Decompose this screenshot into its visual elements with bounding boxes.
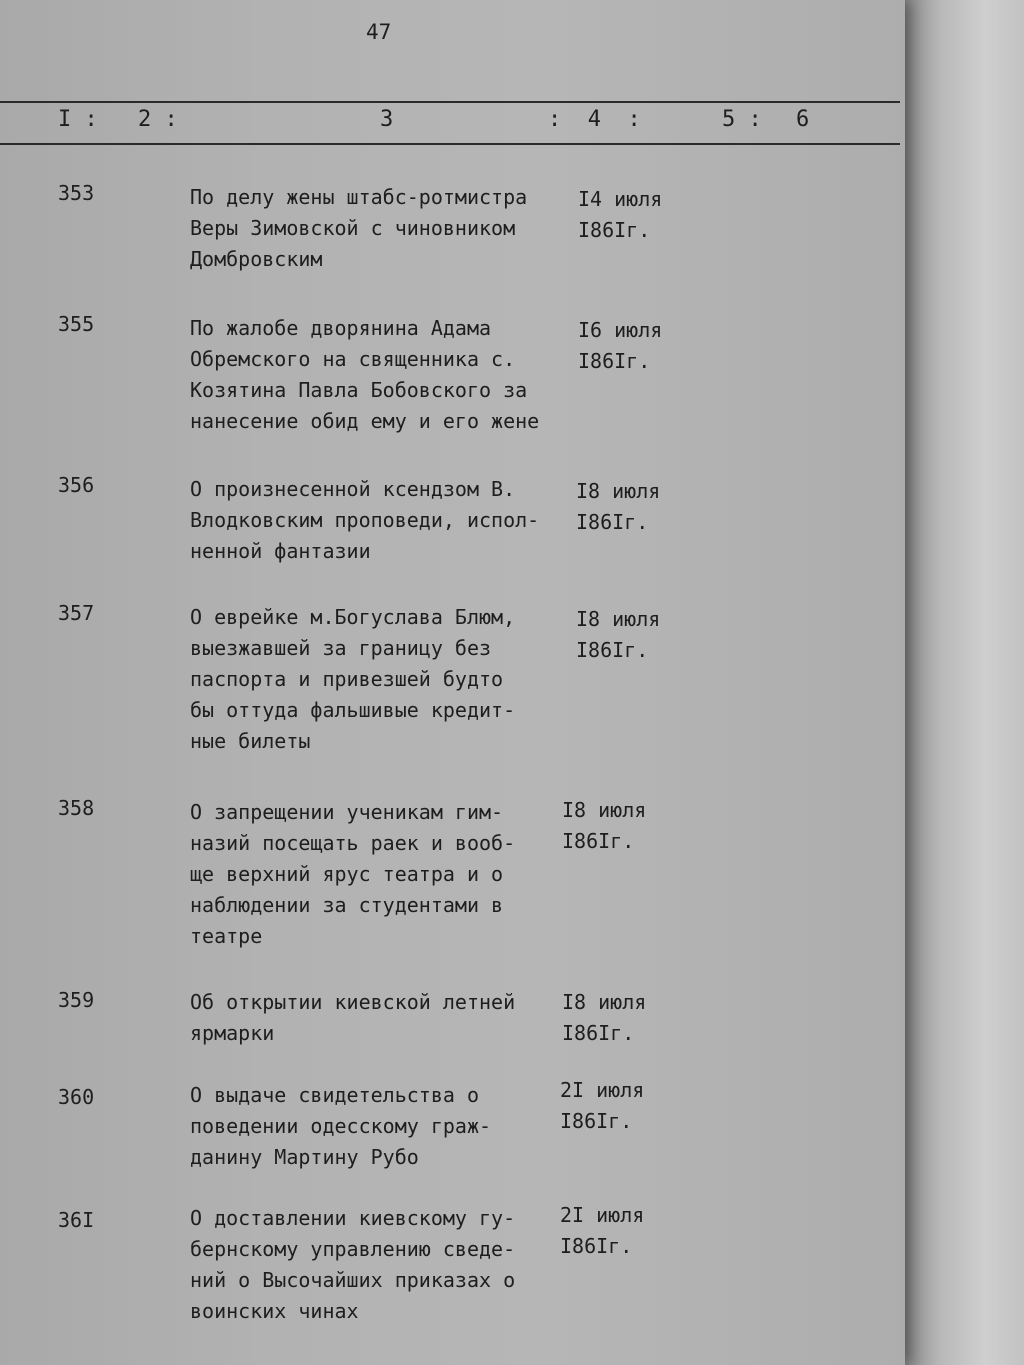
header-col-2: 2 : — [138, 107, 178, 132]
row-date — [576, 604, 660, 666]
title-line: Домбровским — [190, 247, 323, 271]
row-title — [190, 1203, 590, 1327]
title-line: По делу жены штабс-ротмистра — [190, 185, 528, 209]
row-date — [562, 795, 646, 857]
title-line: нанесение обид ему и его жене — [190, 409, 540, 433]
title-line: воинских чинах — [190, 1299, 359, 1323]
row-number: 358 — [58, 796, 95, 820]
date-line: I86Iг. — [560, 1234, 633, 1258]
date-line: 2I июля — [560, 1203, 645, 1227]
title-line: данину Мартину Рубо — [190, 1145, 419, 1169]
date-line: I86Iг. — [576, 638, 649, 662]
date-line: I8 июля — [562, 990, 647, 1014]
title-line: О выдаче свидетельства о — [190, 1083, 479, 1107]
row-title — [190, 182, 590, 275]
title-line: паспорта и привезшей будто — [190, 667, 504, 691]
date-line: I8 июля — [576, 607, 661, 631]
title-line: ные билеты — [190, 729, 311, 753]
date-line: I8 июля — [576, 479, 661, 503]
row-date — [562, 987, 646, 1049]
header-rule-bottom — [0, 143, 900, 145]
header-col-4: : 4 : — [548, 107, 641, 132]
date-line: I6 июля — [578, 318, 663, 342]
title-line: бернскому управлению сведе- — [190, 1237, 516, 1261]
date-line: I86Iг. — [562, 829, 635, 853]
row-title — [190, 602, 590, 757]
header-col-3: 3 — [380, 107, 394, 132]
title-line: Влодковским проповеди, испол- — [190, 508, 540, 532]
row-title — [190, 1080, 590, 1173]
date-line: I86Iг. — [578, 349, 651, 373]
row-date — [578, 315, 662, 377]
title-line: По жалобе дворянина Адама — [190, 316, 492, 340]
row-number: 359 — [58, 988, 95, 1012]
row-date — [560, 1075, 644, 1137]
page-number: 47 — [366, 20, 392, 44]
row-date — [560, 1200, 644, 1262]
title-line: О еврейке м.Богуслава Блюм, — [190, 605, 516, 629]
underlying-sheet — [895, 0, 1024, 1365]
date-line: I4 июля — [578, 187, 663, 211]
date-line: I86Iг. — [576, 510, 649, 534]
row-date — [576, 476, 660, 538]
row-title — [190, 474, 590, 567]
title-line: О доставлении киевскому гу- — [190, 1206, 516, 1230]
row-number: 356 — [58, 473, 95, 497]
title-line: О запрещении ученикам гим- — [190, 800, 504, 824]
title-line: назий посещать раек и вооб- — [190, 831, 516, 855]
date-line: I86Iг. — [560, 1109, 633, 1133]
title-line: ще верхний ярус театра и о — [190, 862, 504, 886]
title-line: Об открытии киевской летней — [190, 990, 516, 1014]
title-line: поведении одесскому граж- — [190, 1114, 492, 1138]
header-col-6: 6 — [796, 107, 810, 132]
title-line: театре — [190, 924, 263, 948]
row-number: 353 — [58, 181, 95, 205]
date-line: I86Iг. — [562, 1021, 635, 1045]
title-line: ний о Высочайших приказах о — [190, 1268, 516, 1292]
row-number: 360 — [58, 1085, 95, 1109]
title-line: выезжавшей за границу без — [190, 636, 492, 660]
row-number: 357 — [58, 601, 95, 625]
row-title — [190, 313, 590, 437]
title-line: ненной фантазии — [190, 539, 371, 563]
title-line: Веры Зимовской с чиновником — [190, 216, 516, 240]
title-line: наблюдении за студентами в — [190, 893, 504, 917]
title-line: ярмарки — [190, 1021, 275, 1045]
row-number: 36I — [58, 1208, 95, 1232]
header-col-1: I : — [58, 107, 98, 132]
row-title — [190, 797, 590, 952]
date-line: I86Iг. — [578, 218, 651, 242]
title-line: Козятина Павла Бобовского за — [190, 378, 528, 402]
date-line: 2I июля — [560, 1078, 645, 1102]
title-line: Обремского на священника с. — [190, 347, 516, 371]
row-number: 355 — [58, 312, 95, 336]
date-line: I8 июля — [562, 798, 647, 822]
row-title — [190, 987, 590, 1049]
header-rule-top — [0, 101, 900, 103]
title-line: бы оттуда фальшивые кредит- — [190, 698, 516, 722]
header-col-5: 5 : — [722, 107, 762, 132]
title-line: О произнесенной ксендзом В. — [190, 477, 516, 501]
row-date — [578, 184, 662, 246]
